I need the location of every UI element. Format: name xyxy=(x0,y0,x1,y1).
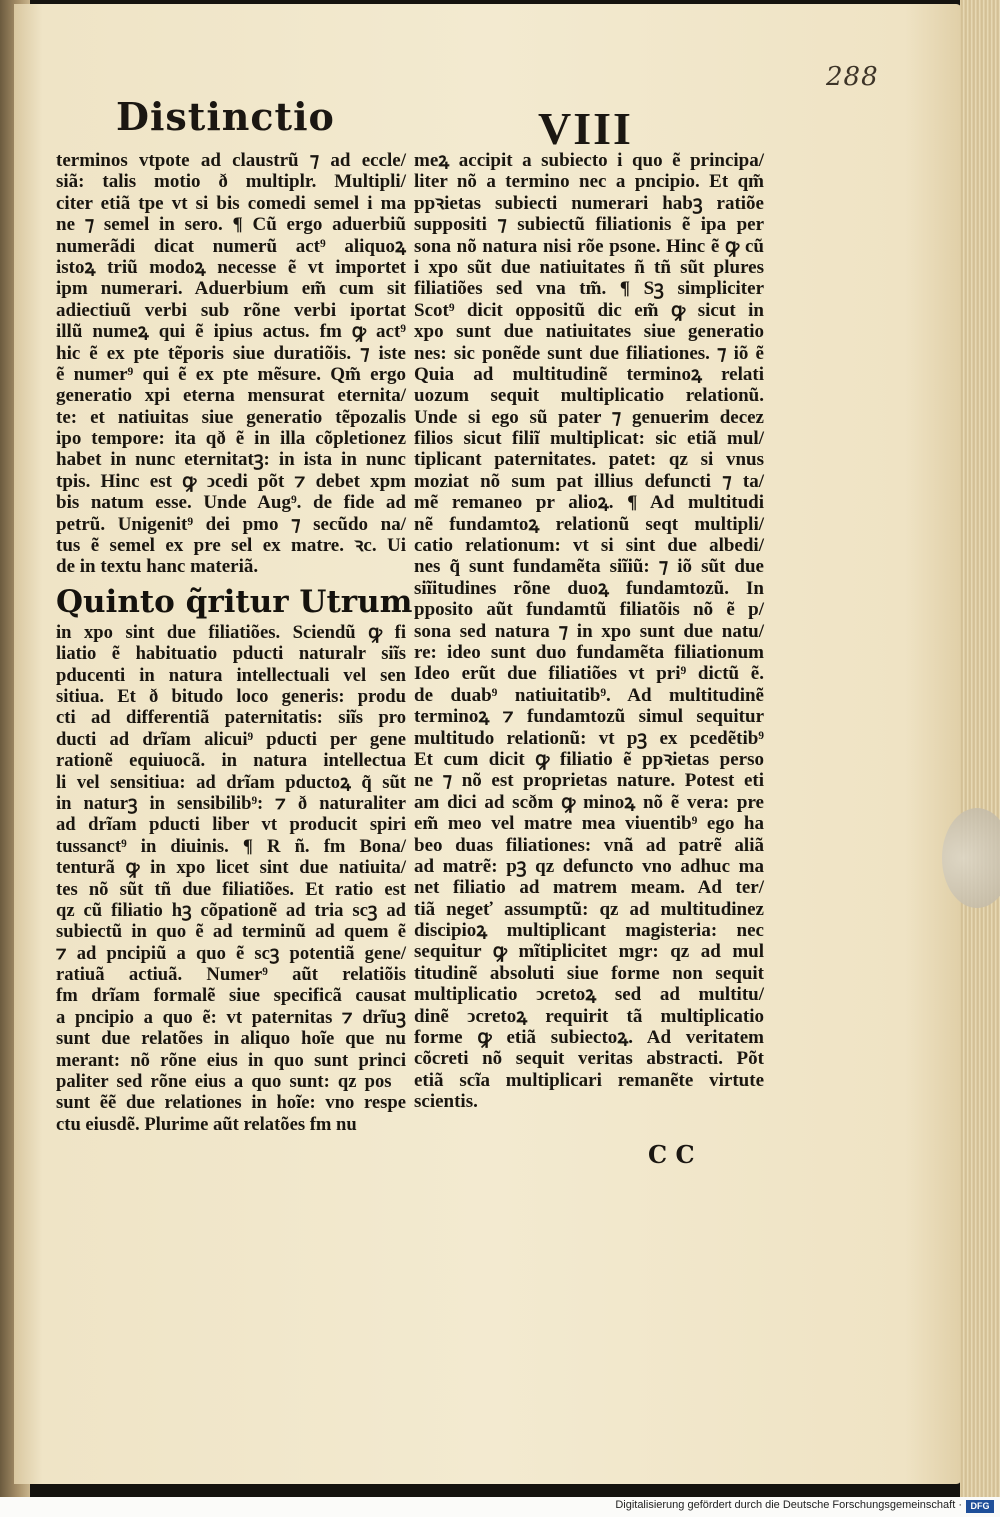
text-line: filiatiões sed vna tm̃. ¶ Sꝫ simpliciter xyxy=(414,278,764,300)
text-line: multiplicatio ↄcretoꝝ sed ad multitu/ xyxy=(414,984,764,1006)
text-line: sitiua. Et ð bitudo loco generis: produ xyxy=(56,685,406,707)
text-line: ctu eiusdẽ. Plurime aũt relatões fm nu xyxy=(56,1113,357,1135)
left-column xyxy=(56,150,413,1135)
running-head: Distinctio xyxy=(116,94,335,139)
text-line: Unde si ego sũ pater ⁊ genuerim decez xyxy=(414,406,764,428)
text-line: fm drĩam formalẽ siue specificã causat xyxy=(56,985,406,1007)
text-line: i xpo sũt due natiuitates ñ tñ sũt plures xyxy=(414,256,764,278)
text-line: in naturꝫ in sensibilib⁹: ⁊ ð naturaliter xyxy=(56,792,406,814)
text-line: nes q̃ sunt fundamẽta siĩiũ: ⁊ iõ sũt due xyxy=(414,556,764,578)
text-line: filios sicut filiĩ multiplicat: sic etiã mul/ xyxy=(414,428,764,450)
section-heading: Quinto q̃ritur Utrum xyxy=(56,583,413,620)
text-line: mẽ remaneo pr alioꝝ. ¶ Ad multitudi xyxy=(414,492,764,514)
text-line: dinẽ ↄcretoꝝ requirit tã multiplicatio xyxy=(414,1005,764,1027)
text-line: ẽ numer⁹ qui ẽ ex pte mẽsure. Qm̃ ergo xyxy=(56,363,406,385)
text-line: ducti ad drĩam alicui⁹ pducti per gene xyxy=(56,728,406,750)
text-line: pducenti in natura intellectuali vel sen xyxy=(56,664,406,686)
text-line: sunt ẽẽ due relationes in hoĩe: vno respe xyxy=(56,1092,406,1114)
text-line: tiã negeť assumptũ: qz ad multitudinez xyxy=(414,898,764,920)
credit-bar xyxy=(0,1497,1000,1517)
text-line: am dici ad scðm ꝙ minoꝝ nõ ẽ vera: pre xyxy=(414,791,764,813)
text-line: pposito aũt fundamtũ filiatõis nõ ẽ p/ xyxy=(414,599,764,621)
text-line: qz cũ filiatio hꝫ cõpationẽ ad tria scꝫ ad xyxy=(56,899,406,921)
text-line: terminos vtpote ad claustrũ ⁊ ad eccle/ xyxy=(56,150,406,171)
text-line: tpis. Hinc est ꝙ ↄcedi põt ⁊ debet xpm xyxy=(56,470,406,492)
text-line: subiectũ in quo ẽ ad terminũ ad quem ẽ xyxy=(56,921,406,943)
text-line: citer etiã tpe vt si bis comedi semel i ma xyxy=(56,192,406,214)
text-line: multitudo relationũ: vt pꝫ ex pcedẽtib⁹ xyxy=(414,727,764,749)
text-line: ppꝛietas subiecti numerari habꝫ ratiõe xyxy=(414,192,764,214)
text-line: siã: talis motio ð multiplr. Multipli/ xyxy=(56,171,406,193)
text-line: istoꝝ triũ modoꝝ necesse ẽ vt importet xyxy=(56,256,406,278)
text-line: rationẽ equiuocã. in natura intellectua xyxy=(56,750,406,772)
text-line: illũ numeꝝ qui ẽ ipius actus. fm ꝙ act⁹ xyxy=(56,321,406,343)
text-line: Et cum dicit ꝙ filiatio ẽ ppꝛietas perso xyxy=(414,748,764,770)
text-line: catio relationum: vt si sint due albedi/ xyxy=(414,535,764,557)
text-line: discipioꝝ multiplicant magisteria: nec xyxy=(414,920,764,942)
text-line: tiplicant paternitates. patet: qz si vnus xyxy=(414,449,764,471)
text-line: em̃ meo vel matre mea viuentib⁹ ego ha xyxy=(414,813,764,835)
text-line: etiã scĩa multiplicari remanẽte virtute xyxy=(414,1069,764,1091)
text-line: Scot⁹ dicit oppositũ dic em̃ ꝙ sicut in xyxy=(414,299,764,321)
text-line: suppositi ⁊ subiectũ filiationis ẽ ipa per xyxy=(414,214,764,236)
text-line: nẽ fundamtoꝝ relationũ seqt multipli/ xyxy=(414,513,764,535)
credit-text: Digitalisierung gefördert durch die Deutsche Forschungsgemeinschaft · xyxy=(615,1499,962,1511)
text-line: sequitur ꝙ mĩtiplicitet mgr: qz ad mul xyxy=(414,941,764,963)
text-line: liter nõ a termino nec a pncipio. Et qm̃ xyxy=(414,171,764,193)
text-line: ipm numerari. Aduerbium em̃ cum sit xyxy=(56,278,406,300)
text-line: generatio xpi eterna mensurat eternita/ xyxy=(56,385,406,407)
text-line: ⁊ ad pncipiũ a quo ẽ scꝫ potentiã gene/ xyxy=(56,942,406,964)
text-line: net filiatio ad matrem meam. Ad ter/ xyxy=(414,877,764,899)
text-line: sunt due relatões in aliquo hoĩe que nu xyxy=(56,1028,406,1050)
text-line: sona sed natura ⁊ in xpo sunt due natu/ xyxy=(414,620,764,642)
text-line: liatio ẽ habituatio pducti naturalr siĩs xyxy=(56,643,406,665)
left-column-top-text xyxy=(56,150,406,578)
text-line: tussanct⁹ in diuinis. ¶ R ñ. fm Bona/ xyxy=(56,835,406,857)
text-line: titudinẽ absoluti siue forme non sequit xyxy=(414,962,764,984)
text-line: moziat nõ sum pat illius defuncti ⁊ ta/ xyxy=(414,470,764,492)
text-line: nes: sic ponẽde sunt due filiationes. ⁊ iõ ẽ xyxy=(414,342,764,364)
text-line: numerãdi dicat numerũ act⁹ aliquoꝝ xyxy=(56,235,406,257)
text-line: bis natum esse. Unde Aug⁹. de fide ad xyxy=(56,492,406,514)
text-line: tus ẽ semel ex pre sel ex matre. ꝛc. Ui xyxy=(56,535,406,557)
catchword: C C xyxy=(648,1140,695,1169)
text-line: te: et natiuitas siue generatio tẽpozalis xyxy=(56,406,406,428)
text-line: cõcreti nõ sequit veritas abstracti. Põt xyxy=(414,1048,764,1070)
dfg-logo-icon: DFG xyxy=(966,1500,994,1513)
text-line: merant: nõ rõne eius in quo sunt princi xyxy=(56,1049,406,1071)
text-line: sona nõ natura nisi rõe psone. Hinc ẽ ꝙ cũ xyxy=(414,235,764,257)
text-line: re: ideo sunt duo fundamẽta filiationum xyxy=(414,641,764,663)
text-line: ne ⁊ nõ est proprietas nature. Potest eti xyxy=(414,770,764,792)
text-line: habet in nunc eternitatꝫ: in ista in nunc xyxy=(56,449,406,471)
text-line: hic ẽ ex pte tẽporis siue duratiõis. ⁊ iste xyxy=(56,342,406,364)
text-line: ratiuã actiuã. Numer⁹ aũt relatiõis xyxy=(56,964,406,986)
folio-number: 288 xyxy=(826,62,879,92)
book-fore-edge xyxy=(960,0,1000,1497)
text-line: meꝝ accipit a subiecto i quo ẽ principa/ xyxy=(414,150,764,171)
text-line: de in textu hanc materiã. xyxy=(56,556,259,578)
text-line: petrũ. Unigenit⁹ dei pmo ⁊ secũdo na/ xyxy=(56,513,406,535)
right-column xyxy=(414,150,764,1113)
text-line: paliter sed rõne eius a quo sunt: qz posᷓ xyxy=(56,1071,406,1093)
text-line: tes nõ sũt tñ due filiatiões. Et ratio est xyxy=(56,878,406,900)
left-column-bottom-text xyxy=(56,622,406,1135)
chapter-number: VIII xyxy=(538,103,633,154)
right-column-text xyxy=(414,150,764,1113)
text-line: xpo sunt due natiuitates siue generatio xyxy=(414,321,764,343)
text-line: a pncipio a quo ẽ: vt paternitas ⁊ drĩuꝫ xyxy=(56,1006,406,1028)
text-line: cti ad differentiã paternitatis: siĩs pro xyxy=(56,707,406,729)
text-line: ne ⁊ semel in sero. ¶ Cũ ergo aduerbiũ xyxy=(56,214,406,236)
text-line: in xpo sint due filiatiões. Sciendũ ꝙ fi xyxy=(56,621,406,643)
text-line: forme ꝙ etiã subiectoꝝ. Ad veritatem xyxy=(414,1027,764,1049)
text-line: de duab⁹ natiuitatib⁹. Ad multitudinẽ xyxy=(414,684,764,706)
text-line: Quia ad multitudinẽ terminoꝝ relati xyxy=(414,363,764,385)
text-line: scientis. xyxy=(414,1091,478,1113)
text-line: siĩitudines rõne duoꝝ fundamtozũ. In xyxy=(414,577,764,599)
text-line: Ideo erũt due filiatiões vt pri⁹ dictũ ẽ. xyxy=(414,663,764,685)
text-line: li vel sensitiua: ad drĩam pductoꝝ q̃ sũt xyxy=(56,771,406,793)
text-line: uozum sequit multiplicatio relationũ. xyxy=(414,385,764,407)
text-line: ipo tempore: ita qð ẽ in illa cõpletionez xyxy=(56,428,406,450)
text-line: tenturã ꝙ in xpo licet sint due natiuita/ xyxy=(56,857,406,879)
text-line: terminoꝝ ⁊ fundamtozũ simul sequitur xyxy=(414,706,764,728)
text-line: ad matrẽ: pꝫ qz defuncto vno adhuc ma xyxy=(414,855,764,877)
text-line: beo duas filiationes: vnã ad patrẽ aliã xyxy=(414,834,764,856)
text-line: adiectiuũ verbi sub rõne verbi iportat xyxy=(56,299,406,321)
text-line: ad drĩam pducti liber vt producit spiri xyxy=(56,814,406,836)
